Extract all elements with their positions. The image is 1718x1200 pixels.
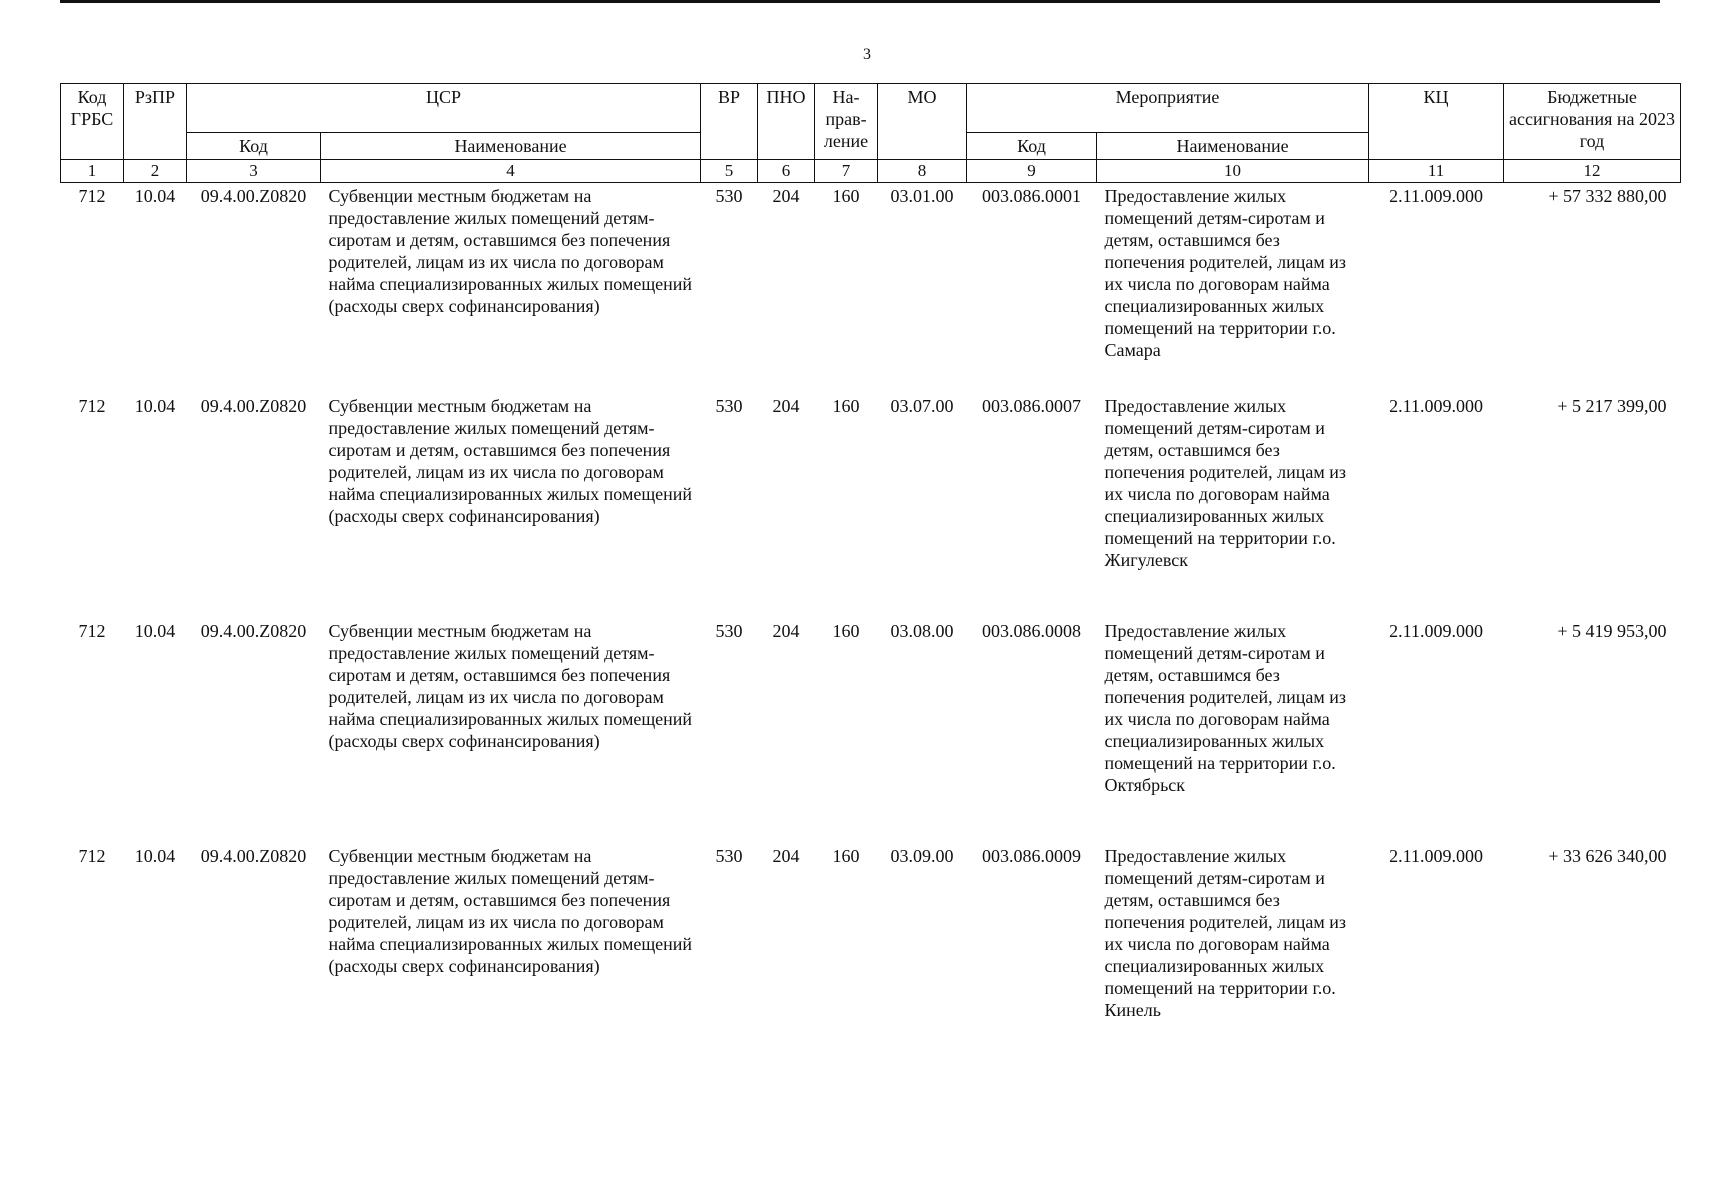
page-number: 3 xyxy=(863,46,871,63)
cell-csr-name: Субвенции местным бюджетам на предоставление жилых помещений детям-сиротам и детям, оставшимся без попечения родителей, лицам из их числа по договорам найма специализированных жилых помещений (расходы сверх софинансирования) xyxy=(328,186,693,316)
header-csr: ЦСР xyxy=(187,84,701,133)
cell-csr: 09.4.00.Z0820 xyxy=(200,846,307,866)
column-number: 9 xyxy=(967,160,1097,183)
cell-kc: 2.11.009.000 xyxy=(1389,621,1483,641)
table-row xyxy=(61,835,1681,1055)
column-number: 11 xyxy=(1369,160,1504,183)
column-number: 4 xyxy=(321,160,701,183)
cell-csr-name: Субвенции местным бюджетам на предоставление жилых помещений детям-сиротам и детям, оставшимся без попечения родителей, лицам из их числа по договорам найма специализированных жилых помещений (расходы сверх софинансирования) xyxy=(328,621,693,751)
header-vr: ВР xyxy=(701,84,758,160)
cell-meropr-name: Предоставление жилых помещений детям-сиротам и детям, оставшимся без попечения родителей, лицам из их числа по договорам найма специализированных жилых помещений на территории г.о. Самара xyxy=(1104,186,1347,360)
cell-rzpr: 10.04 xyxy=(134,396,176,416)
column-number: 10 xyxy=(1097,160,1369,183)
cell-amount: + 5 217 399,00 xyxy=(1557,396,1667,416)
column-number: 6 xyxy=(758,160,815,183)
cell-grbs: 712 xyxy=(78,846,106,866)
cell-grbs: 712 xyxy=(78,621,106,641)
header-rzpr: РзПР xyxy=(124,84,187,160)
column-number: 1 xyxy=(61,160,124,183)
cell-napravlenie: 160 xyxy=(832,846,860,866)
cell-mo: 03.08.00 xyxy=(890,621,954,641)
header-kod-grbs: Код ГРБС xyxy=(61,84,124,160)
column-number: 12 xyxy=(1504,160,1681,183)
cell-mo: 03.07.00 xyxy=(890,396,954,416)
cell-napravlenie: 160 xyxy=(832,396,860,416)
top-border-line xyxy=(60,0,1660,3)
column-number: 8 xyxy=(878,160,967,183)
cell-grbs: 712 xyxy=(78,186,106,206)
cell-pno: 204 xyxy=(772,621,800,641)
header-budget: Бюджетные ассигнования на 2023 год xyxy=(1504,84,1681,160)
column-number: 5 xyxy=(701,160,758,183)
header-pno: ПНО xyxy=(758,84,815,160)
column-number: 7 xyxy=(815,160,878,183)
header-kc: КЦ xyxy=(1369,84,1504,160)
header-csr-kod: Код xyxy=(187,133,321,160)
cell-grbs: 712 xyxy=(78,396,106,416)
cell-vr: 530 xyxy=(715,621,743,641)
table-row xyxy=(61,183,1681,386)
column-number: 2 xyxy=(124,160,187,183)
cell-meropr-name: Предоставление жилых помещений детям-сиротам и детям, оставшимся без попечения родителей, лицам из их числа по договорам найма специализированных жилых помещений на территории г.о. Кинель xyxy=(1104,846,1347,1020)
table-header xyxy=(61,84,1681,183)
cell-csr: 09.4.00.Z0820 xyxy=(200,186,307,206)
header-meropriyatie: Мероприятие xyxy=(967,84,1369,133)
table-row xyxy=(61,385,1681,610)
header-mo: МО xyxy=(878,84,967,160)
budget-table xyxy=(60,83,1681,1055)
cell-rzpr: 10.04 xyxy=(134,846,176,866)
cell-amount: + 33 626 340,00 xyxy=(1548,846,1667,866)
header-napravlenie: На-прав-ление xyxy=(815,84,878,160)
cell-pno: 204 xyxy=(772,396,800,416)
cell-napravlenie: 160 xyxy=(832,186,860,206)
header-meropr-name: Наименование xyxy=(1097,133,1369,160)
cell-meropr-name: Предоставление жилых помещений детям-сиротам и детям, оставшимся без попечения родителей, лицам из их числа по договорам найма специализированных жилых помещений на территории г.о. Октябрьск xyxy=(1104,621,1347,795)
cell-kc: 2.11.009.000 xyxy=(1389,186,1483,206)
table-body xyxy=(61,183,1681,1056)
column-number: 3 xyxy=(187,160,321,183)
column-number-row xyxy=(61,160,1681,183)
header-csr-name: Наименование xyxy=(321,133,701,160)
cell-meropr-kod: 003.086.0007 xyxy=(982,396,1082,416)
cell-rzpr: 10.04 xyxy=(134,186,176,206)
header-meropr-kod: Код xyxy=(967,133,1097,160)
cell-meropr-name: Предоставление жилых помещений детям-сиротам и детям, оставшимся без попечения родителей, лицам из их числа по договорам найма специализированных жилых помещений на территории г.о. Жигулевск xyxy=(1104,396,1347,570)
cell-csr-name: Субвенции местным бюджетам на предоставление жилых помещений детям-сиротам и детям, оставшимся без попечения родителей, лицам из их числа по договорам найма специализированных жилых помещений (расходы сверх софинансирования) xyxy=(328,396,693,526)
cell-meropr-kod: 003.086.0008 xyxy=(982,621,1082,641)
cell-csr: 09.4.00.Z0820 xyxy=(200,621,307,641)
cell-csr: 09.4.00.Z0820 xyxy=(200,396,307,416)
cell-pno: 204 xyxy=(772,186,800,206)
cell-mo: 03.09.00 xyxy=(890,846,954,866)
table-row xyxy=(61,610,1681,835)
cell-vr: 530 xyxy=(715,846,743,866)
cell-vr: 530 xyxy=(715,186,743,206)
cell-meropr-kod: 003.086.0001 xyxy=(982,186,1082,206)
cell-pno: 204 xyxy=(772,846,800,866)
cell-amount: + 57 332 880,00 xyxy=(1548,186,1667,206)
cell-rzpr: 10.04 xyxy=(134,621,176,641)
cell-kc: 2.11.009.000 xyxy=(1389,396,1483,416)
cell-vr: 530 xyxy=(715,396,743,416)
cell-amount: + 5 419 953,00 xyxy=(1557,621,1667,641)
cell-kc: 2.11.009.000 xyxy=(1389,846,1483,866)
cell-mo: 03.01.00 xyxy=(890,186,954,206)
cell-csr-name: Субвенции местным бюджетам на предоставление жилых помещений детям-сиротам и детям, оставшимся без попечения родителей, лицам из их числа по договорам найма специализированных жилых помещений (расходы сверх софинансирования) xyxy=(328,846,693,976)
cell-napravlenie: 160 xyxy=(832,621,860,641)
cell-meropr-kod: 003.086.0009 xyxy=(982,846,1082,866)
